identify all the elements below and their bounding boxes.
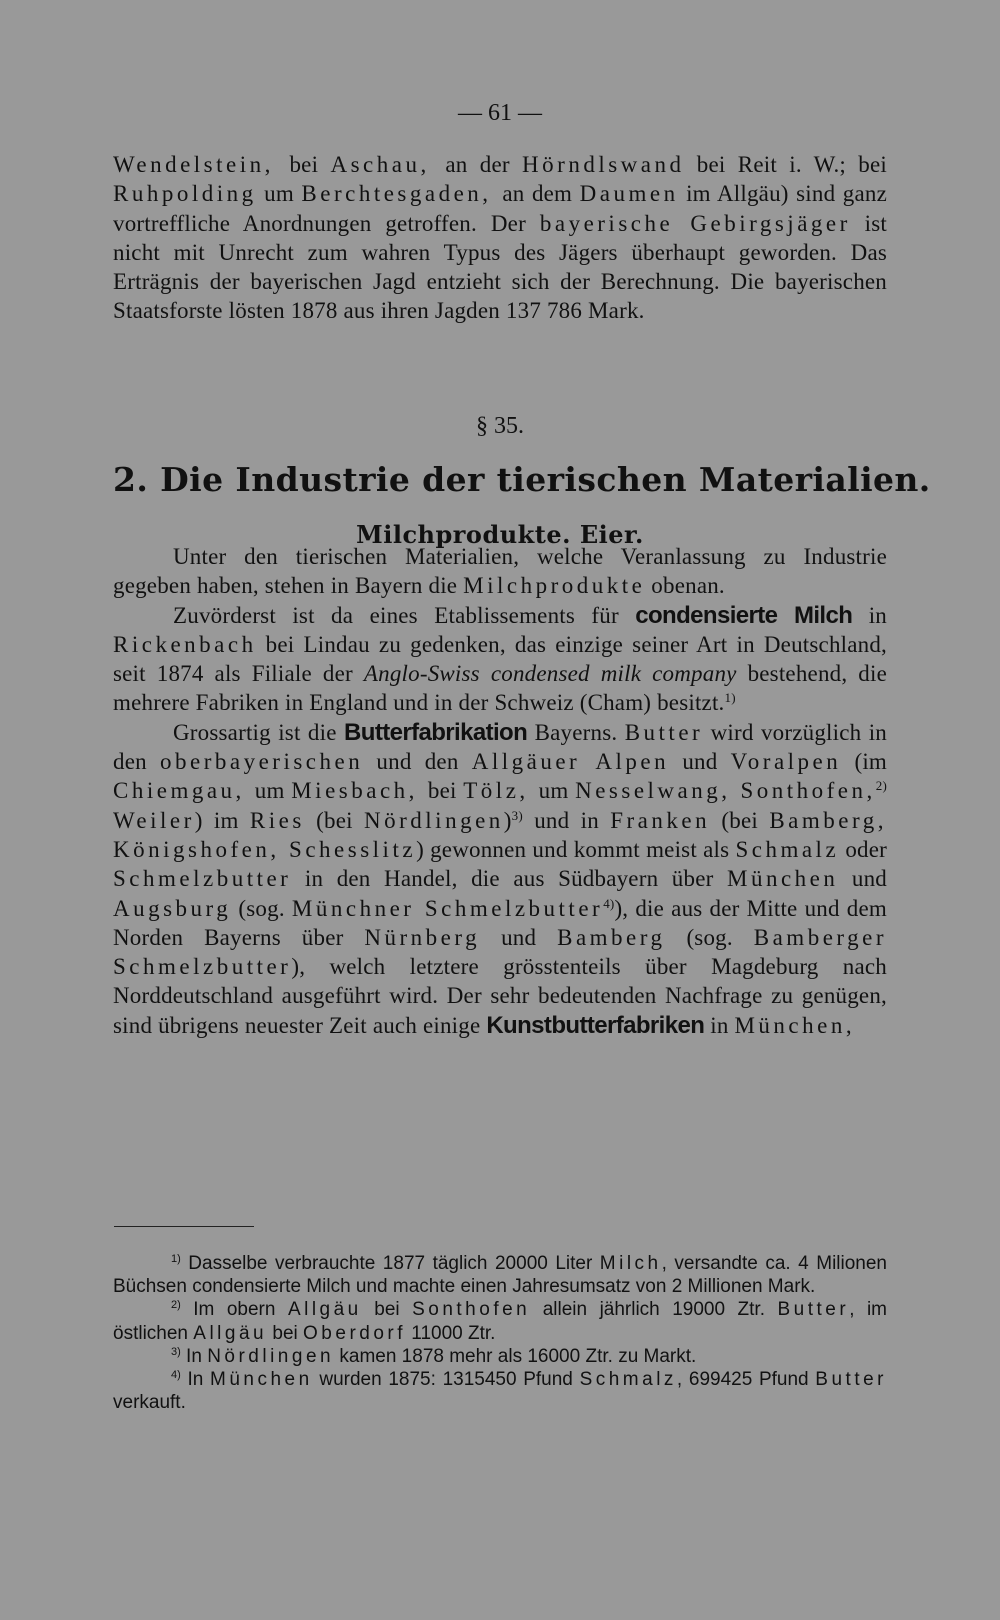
emphasized-text: Sonthofen: [412, 1299, 531, 1321]
text-run: ) gewonnen und kommt meist als: [416, 836, 736, 862]
text-run: bestehend, die mehrere Fabriken in England und in der Schweiz (Cham) besitzt.: [113, 661, 887, 716]
emphasized-text: Kunstbutterfabriken: [486, 1011, 705, 1039]
text-run: (im: [841, 749, 888, 775]
footnote-2: [113, 1298, 887, 1344]
text-run: und in: [522, 807, 611, 833]
text-run: Bayerns.: [527, 719, 625, 745]
text-run: und: [669, 749, 731, 775]
text-run: ist nicht mit Unrecht zum wahren Typus des Jägers überhaupt geworden. Das Erträgnis der bayerischen Jagd entzieht sich der Berechnung. Die bayerischen Staatsforste lösten 1878 aus ihren Jagden 137 786 Mark.: [113, 210, 888, 324]
text-run: Unter den tierischen Materialien, welche Veranlassung zu Industrie gegeben haben, stehen in Bayern die: [113, 544, 887, 599]
footnote-1: [113, 1252, 887, 1298]
emphasized-text: Münchner Schmelzbutter: [291, 895, 604, 921]
emphasized-text: Nesselwang, Sonthofen,: [575, 778, 876, 804]
paragraph-milk-products: [113, 542, 887, 601]
text-run: Grossartig ist die: [173, 719, 345, 745]
emphasized-text: Weiler: [113, 807, 195, 833]
text-run: (bei: [304, 807, 365, 833]
footnote-ref: 2): [875, 778, 887, 794]
emphasized-text: bayerische Gebirgsjäger: [539, 210, 851, 236]
emphasized-text: Oberdorf: [303, 1322, 407, 1344]
emphasized-text: Bamberg: [557, 924, 666, 950]
text-run: ): [503, 807, 512, 833]
text-run: in den Handel, die aus Südbayern über: [291, 866, 727, 892]
text-run: obenan.: [645, 573, 725, 599]
text-run: 11000 Ztr.: [406, 1322, 496, 1344]
emphasized-text: Butterfabrikation: [344, 718, 528, 746]
paragraph-condensed-milk: [113, 601, 887, 718]
text-run: Dasselbe verbrauchte 1877 täglich 20000 Liter: [180, 1253, 600, 1274]
main-text: [113, 542, 887, 1040]
subheading: Milchprodukte. Eier.: [356, 520, 644, 549]
emphasized-text: Daumen: [579, 181, 679, 207]
text-run: bei: [289, 152, 331, 177]
text-run: allein jährlich 19000 Ztr.: [530, 1299, 778, 1321]
emphasized-text: Aschau,: [330, 152, 446, 177]
text-run: bei: [427, 778, 464, 804]
emphasized-text: München: [727, 866, 839, 892]
text-run: kamen 1878 mehr als 16000 Ztr. zu Markt.: [334, 1345, 697, 1367]
emphasized-text: Nürnberg: [364, 924, 481, 950]
text-run: ) im: [194, 807, 250, 833]
emphasized-text: Butter: [624, 719, 704, 745]
footnote-divider: [114, 1226, 254, 1227]
emphasized-text: Allgäu: [287, 1299, 362, 1321]
text-run: an der: [445, 152, 523, 177]
emphasized-text: Schmalz: [579, 1369, 677, 1391]
text-run: , im östlichen: [113, 1299, 887, 1344]
emphasized-text: Bamberg, Königshofen, Schesslitz: [113, 807, 887, 862]
text-run: In: [180, 1345, 208, 1367]
emphasized-text: Franken: [610, 807, 711, 833]
text-run: bei Reit i. W.; bei: [684, 152, 888, 177]
emphasized-text: Butter: [777, 1299, 850, 1321]
emphasized-text: Allgäu: [193, 1322, 268, 1344]
footnote-ref: 4): [171, 1369, 181, 1382]
footnote-ref: 1): [171, 1253, 181, 1265]
emphasized-text: Schmelzbutter: [113, 866, 292, 892]
text-run: (sog.: [665, 924, 754, 950]
text-run: bei: [361, 1299, 413, 1321]
text-run: im Allgäu) sind ganz vortreffliche Anordnungen getroffen. Der: [113, 181, 887, 236]
emphasized-text: Milchprodukte: [463, 573, 646, 599]
text-run: verkauft.: [113, 1392, 186, 1414]
emphasized-text: Wendelstein,: [113, 152, 290, 177]
text-run: um: [254, 778, 292, 804]
emphasized-text: Allgäuer Alpen: [471, 749, 670, 775]
text-run: Im obern: [180, 1299, 288, 1321]
text-run: ), welch letztere grösstenteils über Magdeburg nach Norddeutschland ausgeführt wird. Der sehr bedeutenden Nachfrage zu genügen, sind übrigens neuester Zeit auch einige: [113, 954, 887, 1038]
footnote-3: [113, 1345, 887, 1368]
emphasized-text: Tölz,: [463, 778, 539, 804]
text-run: ), die aus der Mitte und dem Norden Bayerns über: [113, 895, 887, 950]
emphasized-text: Ruhpolding: [113, 181, 257, 207]
emphasized-text: Milch: [599, 1253, 662, 1274]
text-run: wird vorzüglich in den: [113, 719, 887, 775]
footnote-ref: 3): [511, 807, 523, 823]
emphasized-text: Miesbach,: [291, 778, 428, 804]
paragraph-butter: [113, 718, 887, 1040]
paragraph-hunting: [113, 150, 887, 326]
emphasized-text: Nördlingen: [207, 1345, 335, 1367]
text-run: Zuvörderst ist da eines Etablissements für: [173, 602, 636, 628]
emphasized-text: Schmalz: [735, 836, 840, 862]
emphasized-text: München: [210, 1369, 313, 1391]
text-run: In: [180, 1369, 210, 1391]
text-run: (bei: [710, 807, 770, 833]
footnote-ref: 3): [171, 1345, 181, 1358]
text-run: wurden 1875: 1315450 Pfund: [312, 1369, 580, 1391]
text-run: , versandte ca. 4 Milionen Büchsen condensierte Milch und machte einen Jahresumsatz von 2 Millionen Mark.: [113, 1253, 887, 1298]
text-run: bei Lindau zu gedenken, das einzige seiner Art in Deutschland, seit 1874 als Filiale der: [113, 631, 887, 687]
text-run: und den: [363, 749, 472, 775]
text-run: in: [704, 1012, 735, 1038]
emphasized-text: Nördlingen: [364, 807, 504, 833]
paragraph-text: [113, 150, 887, 326]
emphasized-text: Voralpen: [730, 749, 842, 775]
emphasized-text: Chiemgau,: [113, 778, 255, 804]
emphasized-text: München,: [734, 1012, 856, 1038]
emphasized-text: Butter: [815, 1369, 887, 1391]
emphasized-text: Rickenbach: [113, 631, 257, 657]
footnote-ref: 2): [171, 1299, 181, 1312]
text-run: oder: [839, 836, 888, 862]
text-run: an dem: [502, 181, 580, 207]
text-run: und: [838, 866, 887, 892]
text-run: , 699425 Pfund: [676, 1369, 816, 1391]
emphasized-text: Hörndlswand: [522, 152, 685, 177]
emphasized-text: Berchtesgaden,: [301, 181, 503, 207]
footnote-ref: 1): [724, 690, 736, 706]
emphasized-text: Bamberger Schmelzbutter: [113, 924, 888, 980]
chapter-heading: 2. Die Industrie der tierischen Materialien.: [113, 460, 931, 499]
text-run: bei: [267, 1322, 304, 1344]
text-run: in: [852, 602, 887, 628]
footnote-ref: 4): [603, 895, 615, 911]
emphasized-text: Augsburg: [113, 895, 232, 921]
emphasized-text: condensierte Milch: [635, 601, 853, 629]
page-number: — 61 —: [458, 100, 542, 126]
emphasized-text: Anglo-Swiss condensed milk company: [363, 661, 737, 687]
text-run: um: [256, 181, 302, 207]
text-run: (sog.: [231, 895, 292, 921]
footnote-4: [113, 1368, 887, 1414]
emphasized-text: oberbayerischen: [160, 749, 364, 775]
section-number: § 35.: [476, 413, 524, 439]
footnotes: [113, 1252, 887, 1414]
text-run: und: [480, 924, 558, 950]
text-run: um: [538, 778, 576, 804]
emphasized-text: Ries: [249, 807, 305, 833]
